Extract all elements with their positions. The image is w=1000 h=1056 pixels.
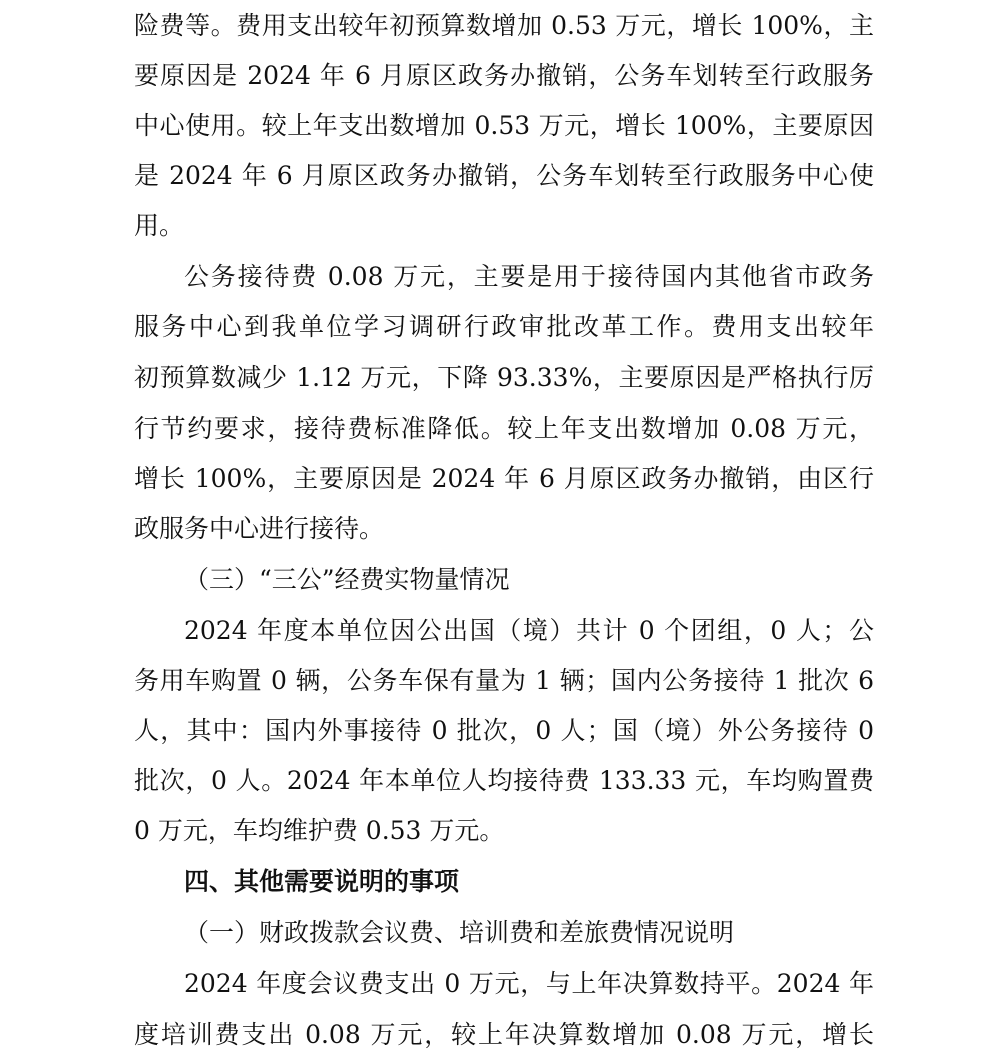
subsection-heading: （三）“三公”经费实物量情况 [184, 565, 510, 594]
paragraph-first-line: 公务接待费 0.08 万元，主要是用于接待国内其他省市政务 [184, 262, 874, 291]
text-line: 要原因是 2024 年 6 月原区政务办撤销，公务车划转至行政服务 [134, 61, 874, 90]
text-line: 政服务中心进行接待。 [134, 514, 385, 543]
text-line: 批次，0 人。2024 年本单位人均接待费 133.33 元，车均购置费 [134, 766, 874, 795]
text-line: 增长 100%，主要原因是 2024 年 6 月原区政务办撤销，由区行 [134, 464, 874, 493]
paragraph-first-line: 2024 年度本单位因公出国（境）共计 0 个团组，0 人；公 [184, 616, 874, 645]
text-line: 中心使用。较上年支出数增加 0.53 万元，增长 100%，主要原因 [134, 111, 874, 140]
text-line: 服务中心到我单位学习调研行政审批改革工作。费用支出较年 [134, 312, 874, 341]
text-line: 务用车购置 0 辆，公务车保有量为 1 辆；国内公务接待 1 批次 6 [134, 666, 874, 695]
text-line: 行节约要求，接待费标准降低。较上年支出数增加 0.08 万元， [134, 414, 874, 443]
subsection-heading: （一）财政拨款会议费、培训费和差旅费情况说明 [184, 918, 735, 947]
text-line: 人，其中：国内外事接待 0 批次，0 人；国（境）外公务接待 0 [134, 716, 874, 745]
text-line: 是 2024 年 6 月原区政务办撤销，公务车划转至行政服务中心使 [134, 161, 874, 190]
paragraph-first-line: 2024 年度会议费支出 0 万元，与上年决算数持平。2024 年 [184, 969, 874, 998]
text-line: 用。 [134, 211, 185, 240]
text-line: 0 万元，车均维护费 0.53 万元。 [134, 816, 505, 845]
document-page [134, 0, 874, 1056]
text-line: 初预算数减少 1.12 万元，下降 93.33%，主要原因是严格执行厉 [134, 363, 874, 392]
section-heading: 四、其他需要说明的事项 [184, 867, 460, 896]
text-line: 险费等。费用支出较年初预算数增加 0.53 万元，增长 100%，主 [134, 11, 874, 40]
text-line: 度培训费支出 0.08 万元，较上年决算数增加 0.08 万元，增长 [134, 1020, 874, 1049]
